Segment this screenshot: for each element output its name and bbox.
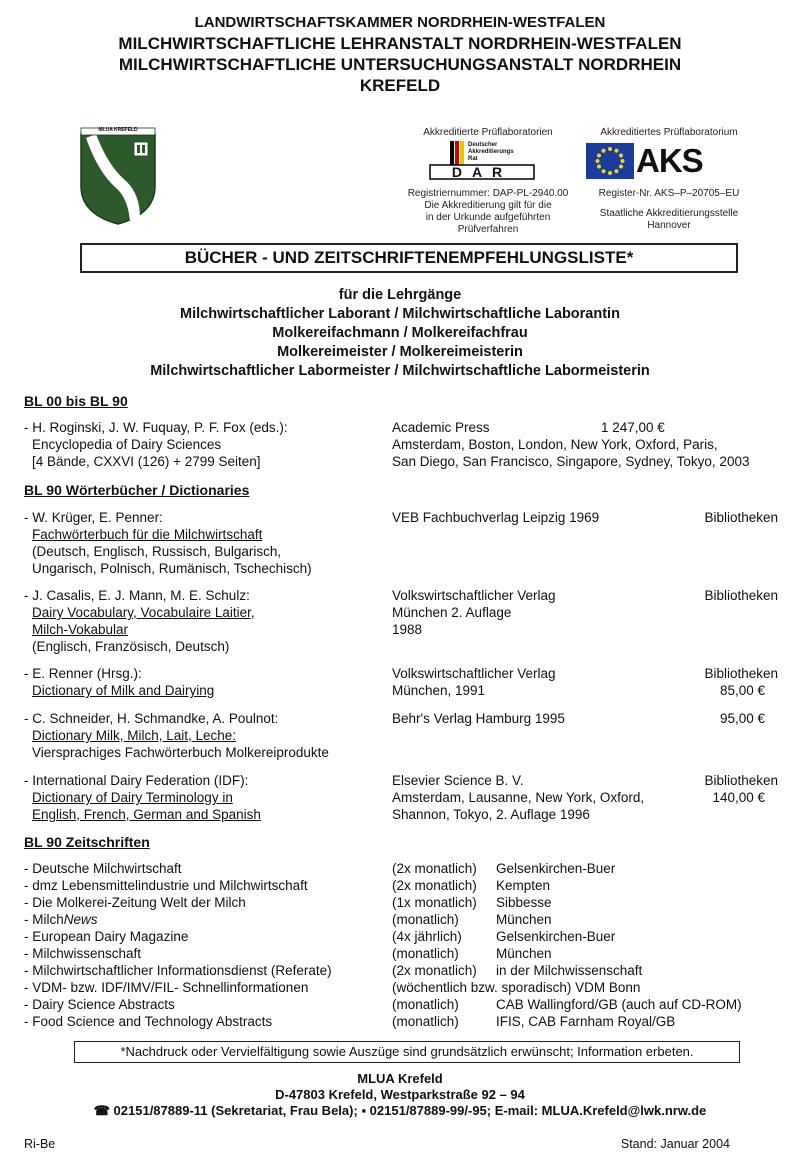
book-author: - C. Schneider, H. Schmandke, A. Poulnot: xyxy=(24,711,279,726)
header-line-4: KREFELD xyxy=(359,76,441,95)
journal-name: - dmz Lebensmittelindustrie und Milchwirtschaft xyxy=(24,878,308,893)
book-publisher-cities-2: Shannon, Tokyo, 2. Auflage 1996 xyxy=(392,807,590,822)
course-2: Molkereifachmann / Molkereifachfrau xyxy=(272,325,528,341)
book-publisher-cities-2: San Diego, San Francisco, Singapore, Sydney, Tokyo, 2003 xyxy=(392,454,750,469)
book-title: Dictionary of Milk and Dairying xyxy=(32,683,215,698)
dar-logo-text-3: Rat xyxy=(468,156,478,162)
book-availability: Bibliotheken xyxy=(704,588,778,603)
section-dictionaries: BL 90 Wörterbücher / Dictionaries xyxy=(24,482,250,498)
book-author: - H. Roginski, J. W. Fuquay, P. F. Fox (eds.): xyxy=(24,420,288,435)
journal-frequency: (2x monatlich) xyxy=(392,963,477,978)
book-publisher-place: München, 1991 xyxy=(392,683,486,698)
footer-date: Stand: Januar 2004 xyxy=(620,1137,730,1151)
journal-name-part: - Milch xyxy=(24,912,64,927)
book-publisher: Volkswirtschaftlicher Verlag xyxy=(392,666,556,681)
book-publisher-cities: Amsterdam, Boston, London, New York, Oxford, Paris, xyxy=(392,437,718,452)
dar-note-1: Die Akkreditierung gilt für die xyxy=(424,200,552,211)
dar-logo xyxy=(428,141,538,181)
book-author: - E. Renner (Hrsg.): xyxy=(24,666,142,681)
book-title: Dictionary of Dairy Terminology in xyxy=(32,790,233,805)
courses-intro: für die Lehrgänge xyxy=(338,287,462,303)
book-title-2: English, French, German and Spanish xyxy=(32,807,261,822)
footer-org: MLUA Krefeld xyxy=(357,1071,443,1086)
book-author: - International Dairy Federation (IDF): xyxy=(24,773,249,788)
dar-logo-text xyxy=(468,142,514,163)
aks-logo-letters: AKS xyxy=(636,142,703,179)
mlua-logo xyxy=(78,126,158,226)
dar-reg: Registriernummer: DAP-PL-2940.00 xyxy=(407,188,569,199)
journal-place: in der Milchwissenschaft xyxy=(496,963,643,978)
journal-name: - European Dairy Magazine xyxy=(24,929,189,944)
book-publisher: Academic Press xyxy=(392,420,490,435)
header-line-2: MILCHWIRTSCHAFTLICHE LEHRANSTALT NORDRHEIN-WESTFALEN xyxy=(118,34,682,53)
journal-frequency: (monatlich) xyxy=(392,912,459,927)
journal-name: - Milchwissenschaft xyxy=(24,946,142,961)
footer-initials: Ri-Be xyxy=(24,1137,56,1151)
document-title: BÜCHER - UND ZEITSCHRIFTENEMPFEHLUNGSLISTE* xyxy=(80,243,738,273)
dar-caption: Akkreditierte Prüflaboratorien xyxy=(423,127,553,138)
book-price: 95,00 € xyxy=(719,711,765,726)
journal-frequency: (monatlich) xyxy=(392,946,459,961)
footer-contact xyxy=(0,1103,800,1119)
book-detail: (Englisch, Französisch, Deutsch) xyxy=(32,639,230,654)
journal-frequency: (4x jährlich) xyxy=(392,929,462,944)
course-3: Molkereimeister / Molkereimeisterin xyxy=(277,344,523,360)
book-title-2: Milch-Vokabular xyxy=(32,622,129,637)
journal-place: München xyxy=(496,946,552,961)
section-bl00-bl90: BL 00 bis BL 90 xyxy=(24,393,128,409)
dar-logo-letters: DAR xyxy=(451,164,513,180)
dar-logo-text-2: Akkreditierungs xyxy=(468,149,514,155)
header-line-3: MILCHWIRTSCHAFTLICHE UNTERSUCHUNGSANSTALT NORDRHEIN xyxy=(118,55,682,74)
journal-frequency: (monatlich) xyxy=(392,1014,459,1029)
reprint-note: *Nachdruck oder Vervielfältigung sowie Auszüge sind grundsätzlich erwünscht; Information erbeten. xyxy=(74,1041,740,1063)
journal-frequency: (1x monatlich) xyxy=(392,895,477,910)
aks-note-1: Staatliche Akkreditierungsstelle xyxy=(599,208,739,219)
book-detail: Viersprachiges Fachwörterbuch Molkereiprodukte xyxy=(32,745,329,760)
book-publisher: Elsevier Science B. V. xyxy=(392,773,524,788)
footer-address: D-47803 Krefeld, Westparkstraße 92 – 94 xyxy=(275,1087,525,1102)
book-title: Dictionary Milk, Milch, Lait, Leche: xyxy=(32,728,237,743)
journal-place: Sibbesse xyxy=(496,895,552,910)
journal-frequency: (wöchentlich bzw. sporadisch) VDM Bonn xyxy=(392,980,641,995)
journal-name-italic: News xyxy=(63,912,98,927)
journal-name xyxy=(24,911,98,928)
footer-fax-email: 02151/87889-99/-95; E-mail: MLUA.Krefeld@lwk.nrw.de xyxy=(369,1103,707,1118)
book-availability: Bibliotheken xyxy=(704,773,778,788)
aks-caption: Akkreditiertes Prüflaboratorium xyxy=(600,127,738,138)
mlua-logo-label: MLUA KREFELD xyxy=(98,127,138,133)
book-title: Encyclopedia of Dairy Sciences xyxy=(32,437,222,452)
journal-place: München xyxy=(496,912,552,927)
book-publisher: VEB Fachbuchverlag Leipzig 1969 xyxy=(392,510,600,525)
book-detail: [4 Bände, CXXVI (126) + 2799 Seiten] xyxy=(32,454,261,469)
book-publisher-cities: Amsterdam, Lausanne, New York, Oxford, xyxy=(392,790,645,805)
journal-name: - Die Molkerei-Zeitung Welt der Milch xyxy=(24,895,246,910)
eu-flag-icon xyxy=(586,143,634,179)
journal-name: - VDM- bzw. IDF/IMV/FIL- Schnellinformationen xyxy=(24,980,309,995)
book-publisher: Volkswirtschaftlicher Verlag xyxy=(392,588,556,603)
book-title: Dairy Vocabulary, Vocabulaire Laitier, xyxy=(32,605,255,620)
book-availability: Bibliotheken xyxy=(704,510,778,525)
book-publisher-place: München 2. Auflage xyxy=(392,605,512,620)
journal-frequency: (2x monatlich) xyxy=(392,878,477,893)
journal-frequency: (2x monatlich) xyxy=(392,861,477,876)
book-year: 1988 xyxy=(392,622,423,637)
book-author: - J. Casalis, E. J. Mann, M. E. Schulz: xyxy=(24,588,250,603)
course-4: Milchwirtschaftlicher Labormeister / Milchwirtschaftliche Labormeisterin xyxy=(150,363,650,379)
book-author: - W. Krüger, E. Penner: xyxy=(24,510,163,525)
journal-place: Kempten xyxy=(496,878,551,893)
journal-place: Gelsenkirchen-Buer xyxy=(496,861,616,876)
header-line-1: LANDWIRTSCHAFTSKAMMER NORDRHEIN-WESTFALEN xyxy=(194,14,606,31)
journal-place: CAB Wallingford/GB (auch auf CD-ROM) xyxy=(496,997,742,1012)
journal-place: IFIS, CAB Farnham Royal/GB xyxy=(496,1014,676,1029)
course-1: Milchwirtschaftlicher Laborant / Milchwirtschaftliche Laborantin xyxy=(180,306,620,322)
book-detail-2: Ungarisch, Polnisch, Rumänisch, Tschechisch) xyxy=(32,561,312,576)
aks-reg: Register-Nr. AKS–P–20705–EU xyxy=(598,188,740,199)
mlua-shield-icon xyxy=(78,126,158,226)
footer-phone: 02151/87889-11 (Sekretariat, Frau Bela); xyxy=(113,1103,358,1118)
journal-place: Gelsenkirchen-Buer xyxy=(496,929,616,944)
aks-note-2: Hannover xyxy=(647,220,691,231)
aks-logo xyxy=(586,143,726,179)
book-title: Fachwörterbuch für die Milchwirtschaft xyxy=(32,527,263,542)
book-availability: Bibliotheken xyxy=(704,666,778,681)
phone-icon: ☎ xyxy=(93,1103,110,1118)
book-price: 140,00 € xyxy=(712,790,765,805)
journal-name: - Dairy Science Abstracts xyxy=(24,997,175,1012)
journal-name: - Deutsche Milchwirtschaft xyxy=(24,861,182,876)
dar-logo-text-1: Deutscher xyxy=(468,142,498,148)
book-price: 85,00 € xyxy=(719,683,765,698)
dar-note-3: Prüfverfahren xyxy=(457,224,519,235)
book-detail: (Deutsch, Englisch, Russisch, Bulgarisch, xyxy=(32,544,282,559)
book-price: 1 247,00 € xyxy=(601,420,665,435)
fax-icon: ▪ xyxy=(361,1103,367,1118)
journal-name: - Milchwirtschaftlicher Informationsdienst (Referate) xyxy=(24,963,332,978)
book-publisher: Behr's Verlag Hamburg 1995 xyxy=(392,711,565,726)
journal-frequency: (monatlich) xyxy=(392,997,459,1012)
journal-name: - Food Science and Technology Abstracts xyxy=(24,1014,273,1029)
dar-note-2: in der Urkunde aufgeführten xyxy=(425,212,551,223)
section-journals: BL 90 Zeitschriften xyxy=(24,834,150,850)
